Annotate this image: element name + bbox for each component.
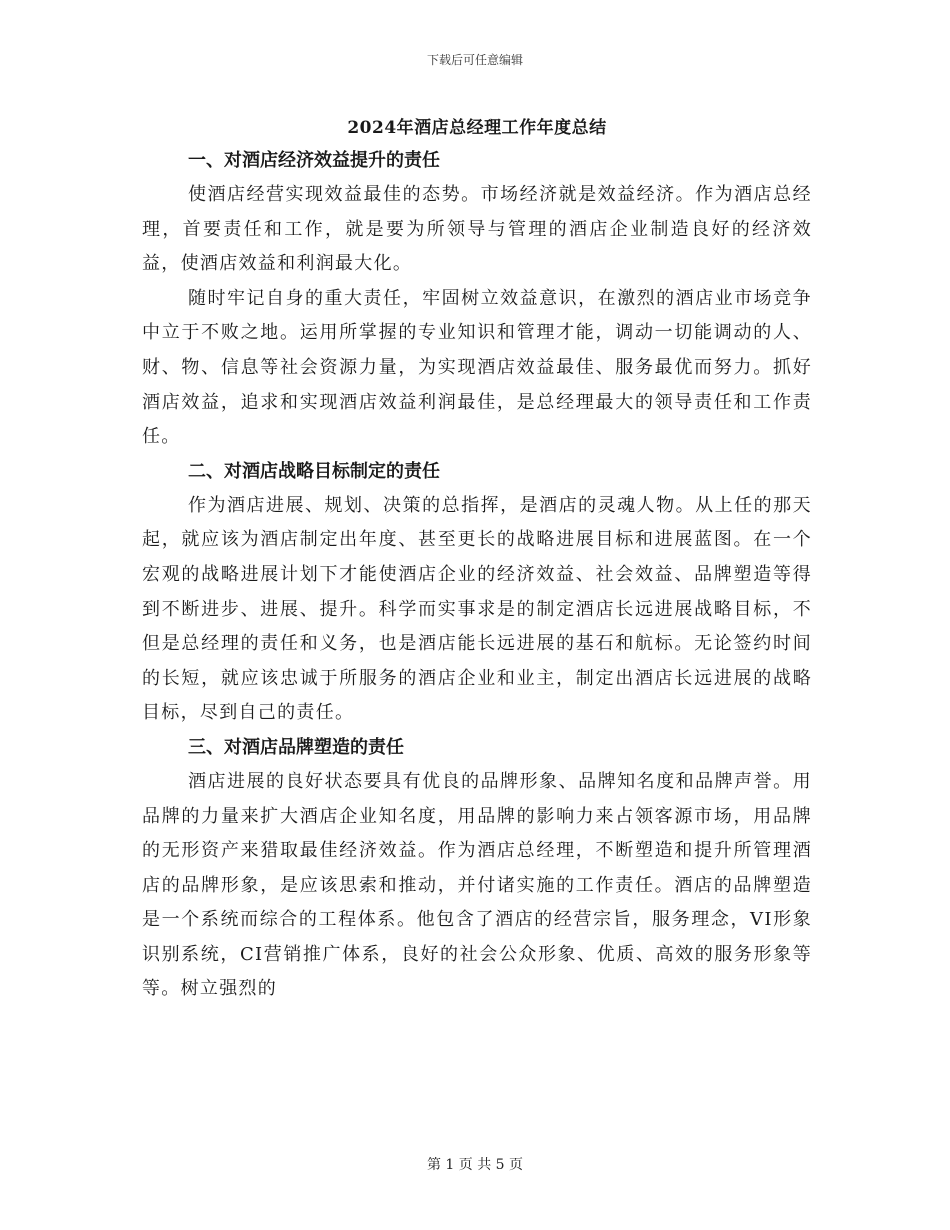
- paragraph: 随时牢记自身的重大责任，牢固树立效益意识，在激烈的酒店业市场竞争中立于不败之地。运用所掌握的专业知识和管理才能，调动一切能调动的人、财、物、信息等社会资源力量，为实现酒店效益最佳、服务最优而努力。抓好酒店效益，追求和实现酒店效益利润最佳，是总经理最大的领导责任和工作责任。: [142, 287, 812, 448]
- section-heading: 三、对酒店品牌塑造的责任: [188, 736, 404, 758]
- section-2: [142, 455, 812, 731]
- document-title: 2024年酒店总经理工作年度总结: [347, 118, 607, 138]
- paragraph: 使酒店经营实现效益最佳的态势。市场经济就是效益经济。作为酒店总经理，首要责任和工作，就是要为所领导与管理的酒店企业制造良好的经济效益，使酒店效益和利润最大化。: [142, 184, 812, 275]
- page-header-note: 下载后可任意编辑: [426, 53, 523, 67]
- section-heading: 一、对酒店经济效益提升的责任: [188, 150, 440, 171]
- page-number: 第 1 页 共 5 页: [426, 1157, 524, 1173]
- document-body: [142, 112, 812, 1007]
- section-1: [142, 144, 812, 455]
- section-heading: 二、对酒店战略目标制定的责任: [188, 460, 440, 482]
- section-3: [142, 731, 812, 1007]
- paragraph: 酒店进展的良好状态要具有优良的品牌形象、品牌知名度和品牌声誉。用品牌的力量来扩大酒店企业知名度，用品牌的影响力来占领客源市场，用品牌的无形资产来猎取最佳经济效益。作为酒店总经理，不断塑造和提升所管理酒店的品牌形象，是应该思索和推动，并付诸实施的工作责任。酒店的品牌塑造是一个系统而综合的工程体系。他包含了酒店的经营宗旨，服务理念，VI形象识别系统，CI营销推广体系，良好的社会公众形象、优质、高效的服务形象等等。树立强烈的: [142, 770, 812, 1000]
- paragraph: 作为酒店进展、规划、决策的总指挥，是酒店的灵魂人物。从上任的那天起，就应该为酒店制定出年度、甚至更长的战略进展目标和进展蓝图。在一个宏观的战略进展计划下才能使酒店企业的经济效益、社会效益、品牌塑造等得到不断进步、进展、提升。科学而实事求是的制定酒店长远进展战略目标，不但是总经理的责任和义务，也是酒店能长远进展的基石和航标。无论签约时间的长短，就应该忠诚于所服务的酒店企业和业主，制定出酒店长远进展的战略目标，尽到自己的责任。: [142, 494, 812, 724]
